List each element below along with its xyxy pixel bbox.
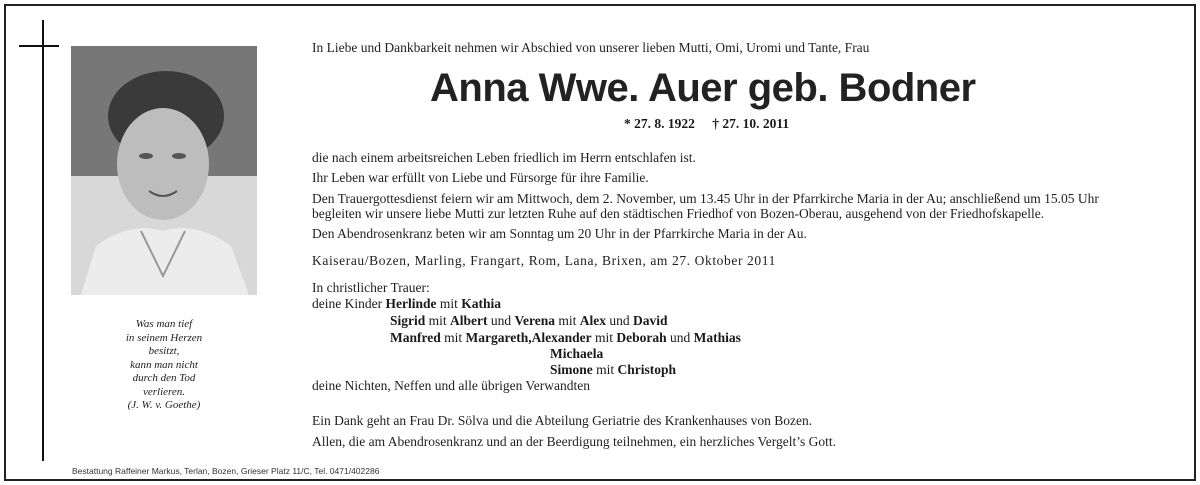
family-name: Verena: [514, 313, 556, 328]
conjunction: mit: [428, 313, 447, 328]
family-row-simone: [550, 362, 676, 378]
family-name: Mathias: [693, 330, 741, 345]
quote-line: kann man nicht: [130, 358, 198, 371]
paragraph: Den Trauergottesdienst feiern wir am Mittwoch, dem 2. November, um 13.45 Uhr in der Pfarrkirche Maria in der Au; anschließend um 15.05 Uhr: [312, 191, 1099, 206]
family-row-sigrid: [390, 313, 668, 329]
conjunction: mit: [439, 296, 458, 311]
cross-icon: [42, 20, 44, 461]
conjunction: mit: [444, 330, 463, 345]
family-name: Herlinde: [385, 296, 437, 311]
quote-author: (J. W. v. Goethe): [127, 399, 201, 411]
conjunction: mit: [596, 362, 615, 377]
family-row-michaela: [550, 346, 603, 362]
quote-line: durch den Tod: [132, 372, 196, 384]
family-name: Alexander: [531, 330, 592, 345]
quote-line: verlieren.: [142, 385, 186, 398]
portrait-illustration: [71, 46, 257, 295]
death-date: † 27. 10. 2011: [712, 116, 790, 131]
life-dates: [624, 116, 803, 132]
family-row-herlinde: [312, 296, 501, 312]
family-name: Manfred: [390, 330, 441, 345]
quote-line: in seinem Herzen: [125, 331, 203, 344]
conjunction: und: [490, 313, 512, 328]
thanks-line: Ein Dank geht an Frau Dr. Sölva und die Abteilung Geriatrie des Krankenhauses von Bozen.: [312, 413, 813, 428]
family-name: Christoph: [617, 362, 677, 377]
children-prefix: deine Kinder: [312, 296, 383, 311]
quote-line: besitzt,: [148, 345, 180, 357]
thanks-line: Allen, die am Abendrosenkranz und an der Beerdigung teilnehmen, ein herzliches Vergelt’s Gott.: [312, 434, 836, 449]
conjunction: mit: [558, 313, 577, 328]
paragraph: Ihr Leben war erfüllt von Liebe und Fürsorge für ihre Familie.: [312, 170, 649, 185]
portrait-photo: [71, 46, 257, 295]
birth-date: * 27. 8. 1922: [624, 116, 695, 131]
conjunction: mit: [595, 330, 614, 345]
quote-line: Was man tief: [135, 318, 193, 330]
funeral-home-footer: Bestattung Raffeiner Markus, Terlan, Bozen, Grieser Platz 11/C, Tel. 0471/402286: [72, 466, 380, 476]
family-name: David: [633, 313, 668, 328]
paragraph: begleiten wir unsere liebe Mutti zur letzten Ruhe auf den städtischen Friedhof von Bozen-Oberau, ausgehend von der Friedhofskapelle.: [312, 206, 1045, 221]
family-name: Albert: [450, 313, 488, 328]
deceased-name: Anna Wwe. Auer geb. Bodner: [430, 66, 976, 110]
paragraph: Den Abendrosenkranz beten wir am Sonntag um 20 Uhr in der Pfarrkirche Maria in der Au.: [312, 226, 807, 241]
family-name: Michaela: [550, 346, 604, 361]
relatives-line: deine Nichten, Neffen und alle übrigen Verwandten: [312, 378, 591, 393]
family-name: Kathia: [461, 296, 502, 311]
family-name: Alex: [579, 313, 607, 328]
intro-line: In Liebe und Dankbarkeit nehmen wir Abschied von unserer lieben Mutti, Omi, Uromi und Tante, Frau: [312, 40, 870, 55]
goethe-quote: [104, 318, 224, 413]
family-name: Sigrid: [390, 313, 426, 328]
family-name: Deborah: [616, 330, 667, 345]
paragraph: die nach einem arbeitsreichen Leben friedlich im Herrn entschlafen ist.: [312, 150, 696, 165]
conjunction: und: [609, 313, 630, 328]
family-name: Simone: [550, 362, 593, 377]
cross-icon-bar: [19, 45, 59, 47]
places-date: Kaiserau/Bozen, Marling, Frangart, Rom, Lana, Brixen, am 27. Oktober 2011: [312, 253, 776, 268]
family-name: Margareth,: [465, 330, 532, 345]
mourning-intro: In christlicher Trauer:: [312, 280, 430, 295]
conjunction: und: [670, 330, 691, 345]
family-row-manfred: [390, 330, 741, 346]
